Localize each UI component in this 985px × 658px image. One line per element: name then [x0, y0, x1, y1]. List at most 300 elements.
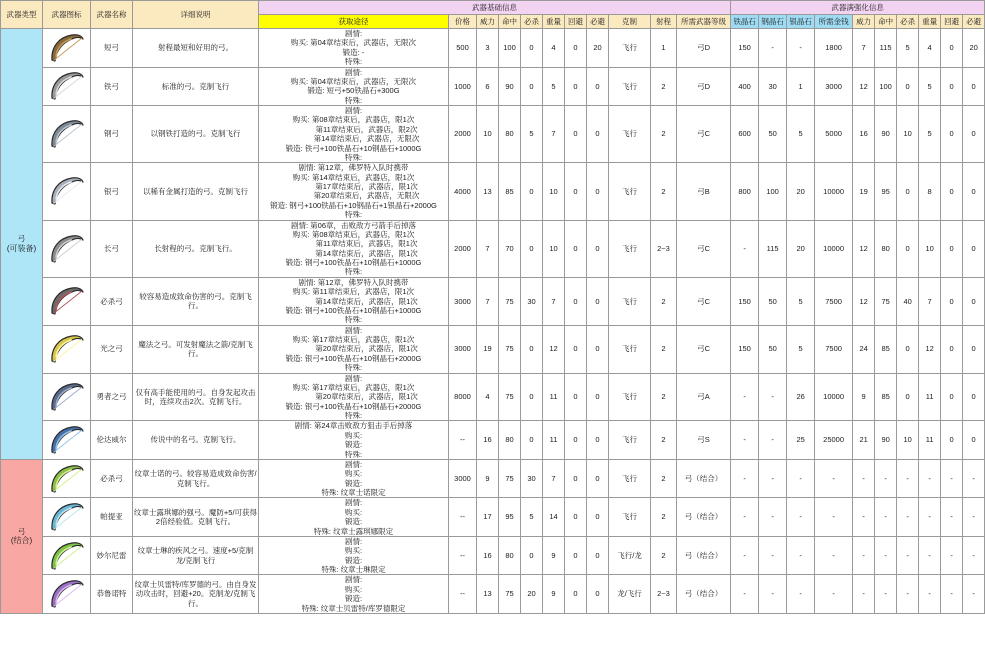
- weapon-description: 纹章士露琪娜的强弓。魔防+5/可获得2倍经验值。克制飞行。: [133, 498, 259, 537]
- forge-stat-2: 25: [787, 421, 815, 460]
- basic-stat-8: 2: [651, 498, 677, 537]
- forge-stat-4: 12: [853, 67, 875, 106]
- basic-stat-5: 0: [565, 67, 587, 106]
- forge-stat-5: 115: [875, 29, 897, 68]
- table-row: [1, 498, 985, 537]
- route-line: 特殊:: [344, 152, 363, 162]
- basic-stat-0: 500: [449, 29, 477, 68]
- forge-stat-4: 12: [853, 277, 875, 325]
- basic-stat-9: 弓C: [677, 106, 731, 163]
- route-line: 特殊:: [344, 210, 363, 220]
- steel-bow-icon: [43, 106, 91, 163]
- basic-stat-2: 80: [499, 106, 521, 163]
- weapon-description: 纹章士琳的疾风之弓。速度+5/克制龙/克制飞行: [133, 536, 259, 575]
- basic-stat-3: 20: [521, 575, 543, 614]
- category-sublabel: (结合): [10, 536, 33, 546]
- route-line-continued: 第17章结束后，武器店，限1次: [315, 182, 418, 191]
- route-line: 特殊:: [344, 363, 363, 373]
- forge-stat-0: -: [731, 421, 759, 460]
- basic-stat-7: 飞行: [609, 373, 651, 421]
- basic-stat-8: 2: [651, 459, 677, 498]
- basic-stat-8: 1: [651, 29, 677, 68]
- route-line: 购买:: [344, 507, 363, 517]
- forge-stat-8: -: [941, 498, 963, 537]
- header-basic-4: 重量: [543, 15, 565, 29]
- forge-stat-5: 90: [875, 106, 897, 163]
- header-basic-2: 命中: [499, 15, 521, 29]
- forge-stat-2: -: [787, 575, 815, 614]
- forge-stat-5: -: [875, 459, 897, 498]
- weapon-name: 必杀弓: [91, 459, 133, 498]
- table-row: [1, 459, 985, 498]
- forge-stat-2: 5: [787, 106, 815, 163]
- basic-stat-7: 飞行: [609, 29, 651, 68]
- acquisition-route: [259, 220, 449, 277]
- forge-stat-7: 12: [919, 325, 941, 373]
- forge-stat-1: 30: [759, 67, 787, 106]
- basic-stat-7: 飞行: [609, 421, 651, 460]
- route-line: 购买: 第08章结束后，武器店，限1次: [292, 229, 415, 239]
- forge-stat-9: -: [963, 498, 985, 537]
- route-line-continued: 第20章结束后，武器店，无限次: [313, 191, 420, 201]
- basic-stat-6: 0: [587, 421, 609, 460]
- header-forge-1: 钢晶石: [759, 15, 787, 29]
- header-basic-9: 所需武器等级: [677, 15, 731, 29]
- forge-stat-3: 10000: [815, 373, 853, 421]
- forge-stat-5: 85: [875, 325, 897, 373]
- weapon-description: 纹章士贝雷特/库罗德的弓。由自身发动攻击时，回避+20。克制龙/克制飞行。: [133, 575, 259, 614]
- weapon-name: 铁弓: [91, 67, 133, 106]
- forge-stat-5: 95: [875, 163, 897, 220]
- basic-stat-7: 飞行: [609, 498, 651, 537]
- basic-stat-9: 弓（结合）: [677, 536, 731, 575]
- weapon-name: 伦达威尔: [91, 421, 133, 460]
- basic-stat-4: 11: [543, 421, 565, 460]
- forge-stat-5: -: [875, 575, 897, 614]
- weapon-description: 射程最短和好用的弓。: [133, 29, 259, 68]
- basic-stat-4: 14: [543, 498, 565, 537]
- weapon-name: 钢弓: [91, 106, 133, 163]
- basic-stat-9: 弓（结合）: [677, 575, 731, 614]
- basic-stat-0: 3000: [449, 325, 477, 373]
- basic-stat-2: 80: [499, 421, 521, 460]
- table-row: [1, 575, 985, 614]
- table-row: [1, 421, 985, 460]
- forge-stat-9: 0: [963, 163, 985, 220]
- header-weapon-desc: 详细说明: [133, 1, 259, 29]
- weapon-name: 帕提亚: [91, 498, 133, 537]
- basic-stat-0: --: [449, 498, 477, 537]
- nidhogg-bow-icon: [43, 536, 91, 575]
- header-group-forge: 武器满强化信息: [731, 1, 985, 15]
- header-route: 获取途径: [259, 15, 449, 29]
- forge-stat-7: -: [919, 536, 941, 575]
- hero-bow-icon: [43, 373, 91, 421]
- basic-stat-9: 弓B: [677, 163, 731, 220]
- forge-stat-8: 0: [941, 325, 963, 373]
- basic-stat-9: 弓（结合）: [677, 498, 731, 537]
- forge-stat-4: -: [853, 575, 875, 614]
- forge-stat-0: 400: [731, 67, 759, 106]
- forge-stat-7: -: [919, 575, 941, 614]
- basic-stat-5: 0: [565, 498, 587, 537]
- table-row: [1, 536, 985, 575]
- long-bow-icon: [43, 220, 91, 277]
- basic-stat-5: 0: [565, 325, 587, 373]
- forge-stat-5: 80: [875, 220, 897, 277]
- parthia-bow-icon: [43, 498, 91, 537]
- basic-stat-7: 飞行: [609, 220, 651, 277]
- header-forge-8: 回避: [941, 15, 963, 29]
- basic-stat-9: 弓（结合）: [677, 459, 731, 498]
- basic-stat-9: 弓S: [677, 421, 731, 460]
- forge-stat-8: 0: [941, 373, 963, 421]
- header-basic-3: 必杀: [521, 15, 543, 29]
- basic-stat-2: 75: [499, 277, 521, 325]
- forge-stat-7: 5: [919, 67, 941, 106]
- forge-stat-6: 40: [897, 277, 919, 325]
- forge-stat-5: -: [875, 536, 897, 575]
- route-line: 购买: 第11章结束后，武器店，限1次: [292, 287, 415, 297]
- header-forge-7: 重量: [919, 15, 941, 29]
- forge-stat-9: 0: [963, 421, 985, 460]
- basic-stat-6: 0: [587, 536, 609, 575]
- forge-stat-5: 75: [875, 277, 897, 325]
- route-line: 锻造:: [344, 478, 363, 488]
- basic-stat-6: 0: [587, 373, 609, 421]
- forge-stat-9: 20: [963, 29, 985, 68]
- forge-stat-1: -: [759, 459, 787, 498]
- fuse-killer-bow-icon: [43, 459, 91, 498]
- basic-stat-1: 16: [477, 421, 499, 460]
- forge-stat-6: -: [897, 459, 919, 498]
- forge-stat-5: 85: [875, 373, 897, 421]
- forge-stat-0: -: [731, 220, 759, 277]
- forge-stat-7: 7: [919, 277, 941, 325]
- route-line: 购买: 第17章结束后，武器店，限1次: [292, 335, 415, 344]
- route-line: 剧情: 第12章，佛罗特入队时携带: [298, 277, 409, 287]
- weapon-description: 传说中的名弓。克制飞行。: [133, 421, 259, 460]
- route-line: 特殊: 纹章士露琪娜限定: [313, 526, 394, 536]
- acquisition-route: [259, 325, 449, 373]
- forge-stat-6: 0: [897, 220, 919, 277]
- route-line-continued: 第11章结束后，武器店，限2次: [315, 124, 418, 134]
- forge-stat-0: -: [731, 575, 759, 614]
- basic-stat-9: 弓C: [677, 277, 731, 325]
- route-line: 锻造:: [344, 517, 363, 527]
- forge-stat-4: -: [853, 459, 875, 498]
- forge-stat-7: 11: [919, 421, 941, 460]
- basic-stat-0: 1000: [449, 67, 477, 106]
- forge-stat-9: -: [963, 575, 985, 614]
- weapon-description: 纹章士诺的弓。较容易造成致命伤害/克制飞行。: [133, 459, 259, 498]
- forge-stat-1: 50: [759, 325, 787, 373]
- forge-stat-9: 0: [963, 373, 985, 421]
- basic-stat-4: 5: [543, 67, 565, 106]
- basic-stat-6: 0: [587, 67, 609, 106]
- table-row: [1, 220, 985, 277]
- killer-bow-icon: [43, 277, 91, 325]
- basic-stat-0: 8000: [449, 373, 477, 421]
- forge-stat-3: 1800: [815, 29, 853, 68]
- forge-stat-4: -: [853, 498, 875, 537]
- route-line: 剧情:: [344, 29, 363, 38]
- basic-stat-8: 2: [651, 536, 677, 575]
- route-line: 剧情: 第24章击败敌方狙击手后掉落: [294, 421, 413, 431]
- header-forge-4: 威力: [853, 15, 875, 29]
- forge-stat-4: 19: [853, 163, 875, 220]
- header-forge-2: 银晶石: [787, 15, 815, 29]
- basic-stat-1: 19: [477, 325, 499, 373]
- basic-stat-5: 0: [565, 421, 587, 460]
- route-line: 剧情:: [344, 536, 363, 546]
- header-forge-0: 铁晶石: [731, 15, 759, 29]
- basic-stat-7: 飞行: [609, 67, 651, 106]
- route-line: 特殊: 纹章士琳限定: [321, 565, 386, 574]
- table-row: [1, 277, 985, 325]
- category-cell-equip: [1, 29, 43, 460]
- forge-stat-4: 9: [853, 373, 875, 421]
- basic-stat-2: 90: [499, 67, 521, 106]
- basic-stat-3: 30: [521, 459, 543, 498]
- forge-stat-9: -: [963, 536, 985, 575]
- acquisition-route: [259, 498, 449, 537]
- forge-stat-8: 0: [941, 67, 963, 106]
- forge-stat-0: -: [731, 536, 759, 575]
- table-body: [1, 29, 985, 614]
- route-line: 锻造: 短弓+50铁晶石+300G: [307, 86, 400, 96]
- basic-stat-5: 0: [565, 277, 587, 325]
- forge-stat-6: 0: [897, 325, 919, 373]
- forge-stat-8: 0: [941, 163, 963, 220]
- forge-stat-0: 150: [731, 277, 759, 325]
- basic-stat-5: 0: [565, 163, 587, 220]
- basic-stat-9: 弓D: [677, 67, 731, 106]
- weapon-description: 魔法之弓。可发射魔法之箭/克制飞行。: [133, 325, 259, 373]
- forge-stat-2: 20: [787, 163, 815, 220]
- basic-stat-6: 0: [587, 220, 609, 277]
- forge-stat-1: 100: [759, 163, 787, 220]
- forge-stat-7: 5: [919, 106, 941, 163]
- forge-stat-1: -: [759, 29, 787, 68]
- basic-stat-9: 弓C: [677, 220, 731, 277]
- basic-stat-9: 弓A: [677, 373, 731, 421]
- forge-stat-4: 12: [853, 220, 875, 277]
- basic-stat-2: 75: [499, 575, 521, 614]
- forge-stat-5: 100: [875, 67, 897, 106]
- weapon-description: 仅有高手能使用的弓。自身发起攻击时，连续攻击2次。克制飞行。: [133, 373, 259, 421]
- basic-stat-5: 0: [565, 459, 587, 498]
- basic-stat-1: 16: [477, 536, 499, 575]
- header-weapon-type: 武器类型: [1, 1, 43, 29]
- route-line: 购买:: [344, 469, 363, 479]
- route-line: 特殊:: [344, 449, 363, 459]
- forge-stat-1: -: [759, 575, 787, 614]
- basic-stat-1: 6: [477, 67, 499, 106]
- route-line: 剧情: 第12章，佛罗特入队时携带: [298, 163, 409, 173]
- basic-stat-4: 10: [543, 163, 565, 220]
- forge-stat-8: -: [941, 459, 963, 498]
- route-line: 特殊:: [344, 95, 363, 105]
- forge-stat-9: 0: [963, 325, 985, 373]
- route-line: 特殊: 纹章士诺限定: [321, 488, 386, 497]
- weapon-name: 长弓: [91, 220, 133, 277]
- forge-stat-4: 24: [853, 325, 875, 373]
- basic-stat-2: 75: [499, 373, 521, 421]
- route-line: 锻造:: [344, 594, 363, 604]
- forge-stat-3: -: [815, 459, 853, 498]
- basic-stat-3: 0: [521, 536, 543, 575]
- basic-stat-4: 9: [543, 536, 565, 575]
- basic-stat-1: 17: [477, 498, 499, 537]
- header-forge-3: 所需金钱: [815, 15, 853, 29]
- route-line: 剧情:: [344, 498, 363, 508]
- route-line: 剧情: 第06章，击败敌方弓箭手后掉落: [290, 220, 416, 230]
- weapon-name: 光之弓: [91, 325, 133, 373]
- acquisition-route: [259, 67, 449, 106]
- forge-stat-3: -: [815, 575, 853, 614]
- forge-stat-8: 0: [941, 421, 963, 460]
- route-line: 购买: 第04章结束后，武器店，无限次: [290, 76, 416, 86]
- forge-stat-6: -: [897, 575, 919, 614]
- basic-stat-6: 0: [587, 277, 609, 325]
- route-line: 特殊: 纹章士贝雷特/库罗德限定: [301, 603, 406, 613]
- basic-stat-8: 2: [651, 421, 677, 460]
- route-line: 锻造:: [344, 555, 363, 565]
- forge-stat-6: -: [897, 536, 919, 575]
- forge-stat-7: 4: [919, 29, 941, 68]
- route-line-continued: 第14章结束后，武器店，限1次: [315, 296, 418, 306]
- basic-stat-5: 0: [565, 106, 587, 163]
- header-basic-1: 威力: [477, 15, 499, 29]
- forge-stat-7: -: [919, 498, 941, 537]
- basic-stat-8: 2: [651, 277, 677, 325]
- acquisition-route: [259, 421, 449, 460]
- forge-stat-3: 10000: [815, 163, 853, 220]
- header-group-basic: 武器基础信息: [259, 1, 731, 15]
- basic-stat-2: 70: [499, 220, 521, 277]
- forge-stat-7: 8: [919, 163, 941, 220]
- basic-stat-0: 4000: [449, 163, 477, 220]
- forge-stat-2: 1: [787, 67, 815, 106]
- forge-stat-1: -: [759, 373, 787, 421]
- route-line-continued: 第11章结束后，武器店，限1次: [315, 239, 418, 249]
- basic-stat-3: 0: [521, 325, 543, 373]
- forge-stat-0: 150: [731, 325, 759, 373]
- weapon-name: 勇者之弓: [91, 373, 133, 421]
- basic-stat-8: 2: [651, 163, 677, 220]
- route-line: 购买:: [344, 546, 363, 556]
- basic-stat-1: 13: [477, 575, 499, 614]
- forge-stat-7: 11: [919, 373, 941, 421]
- basic-stat-1: 7: [477, 277, 499, 325]
- table-header: [1, 1, 985, 29]
- basic-stat-5: 0: [565, 575, 587, 614]
- forge-stat-0: -: [731, 459, 759, 498]
- forge-stat-3: 7500: [815, 277, 853, 325]
- basic-stat-1: 10: [477, 106, 499, 163]
- route-line-continued: 第20章结束后，武器店，限1次: [315, 344, 418, 354]
- forge-stat-1: -: [759, 498, 787, 537]
- forge-stat-6: -: [897, 498, 919, 537]
- basic-stat-1: 4: [477, 373, 499, 421]
- basic-stat-4: 9: [543, 575, 565, 614]
- basic-stat-4: 12: [543, 325, 565, 373]
- basic-stat-2: 80: [499, 536, 521, 575]
- basic-stat-1: 9: [477, 459, 499, 498]
- basic-stat-3: 30: [521, 277, 543, 325]
- basic-stat-0: --: [449, 536, 477, 575]
- weapon-description: 长射程的弓。克制飞行。: [133, 220, 259, 277]
- basic-stat-7: 飞行: [609, 459, 651, 498]
- header-basic-5: 回避: [565, 15, 587, 29]
- route-line: 特殊:: [344, 57, 363, 67]
- route-line-continued: 第14章结束后，武器店，限1次: [315, 248, 418, 258]
- forge-stat-6: 5: [897, 29, 919, 68]
- basic-stat-8: 2: [651, 373, 677, 421]
- basic-stat-4: 7: [543, 277, 565, 325]
- basic-stat-6: 0: [587, 459, 609, 498]
- basic-stat-3: 0: [521, 29, 543, 68]
- forge-stat-1: 50: [759, 106, 787, 163]
- basic-stat-2: 100: [499, 29, 521, 68]
- basic-stat-0: --: [449, 575, 477, 614]
- table-row: [1, 29, 985, 68]
- basic-stat-2: 95: [499, 498, 521, 537]
- forge-stat-8: -: [941, 575, 963, 614]
- forge-stat-9: 0: [963, 67, 985, 106]
- forge-stat-3: 25000: [815, 421, 853, 460]
- forge-stat-6: 10: [897, 421, 919, 460]
- forge-stat-9: 0: [963, 277, 985, 325]
- basic-stat-7: 飞行: [609, 106, 651, 163]
- basic-stat-8: 2: [651, 67, 677, 106]
- table-row: [1, 106, 985, 163]
- basic-stat-6: 0: [587, 575, 609, 614]
- basic-stat-3: 0: [521, 163, 543, 220]
- forge-stat-6: 0: [897, 67, 919, 106]
- basic-stat-2: 85: [499, 163, 521, 220]
- basic-stat-1: 3: [477, 29, 499, 68]
- basic-stat-6: 0: [587, 498, 609, 537]
- basic-stat-8: 2~3: [651, 220, 677, 277]
- route-line-continued: 第20章结束后，武器店，限1次: [315, 392, 418, 402]
- forge-stat-2: 26: [787, 373, 815, 421]
- forge-stat-4: 16: [853, 106, 875, 163]
- forge-stat-6: 0: [897, 373, 919, 421]
- basic-stat-0: 3000: [449, 459, 477, 498]
- header-forge-5: 命中: [875, 15, 897, 29]
- table-row: [1, 373, 985, 421]
- basic-stat-3: 0: [521, 373, 543, 421]
- route-line: 锻造: 铁弓+100铁晶石+10钢晶石+1000G: [285, 143, 422, 153]
- basic-stat-5: 0: [565, 373, 587, 421]
- light-bow-icon: [43, 325, 91, 373]
- basic-stat-3: 5: [521, 106, 543, 163]
- forge-stat-8: 0: [941, 220, 963, 277]
- forge-stat-4: -: [853, 536, 875, 575]
- route-line-continued: 第14章结束后，武器店，无限次: [313, 134, 420, 144]
- basic-stat-2: 75: [499, 459, 521, 498]
- header-forge-6: 必杀: [897, 15, 919, 29]
- header-row-groups: [1, 1, 985, 15]
- acquisition-route: [259, 106, 449, 163]
- forge-stat-8: 0: [941, 29, 963, 68]
- silver-bow-icon: [43, 163, 91, 220]
- basic-stat-3: 5: [521, 498, 543, 537]
- basic-stat-5: 0: [565, 29, 587, 68]
- route-line: 特殊:: [344, 267, 363, 277]
